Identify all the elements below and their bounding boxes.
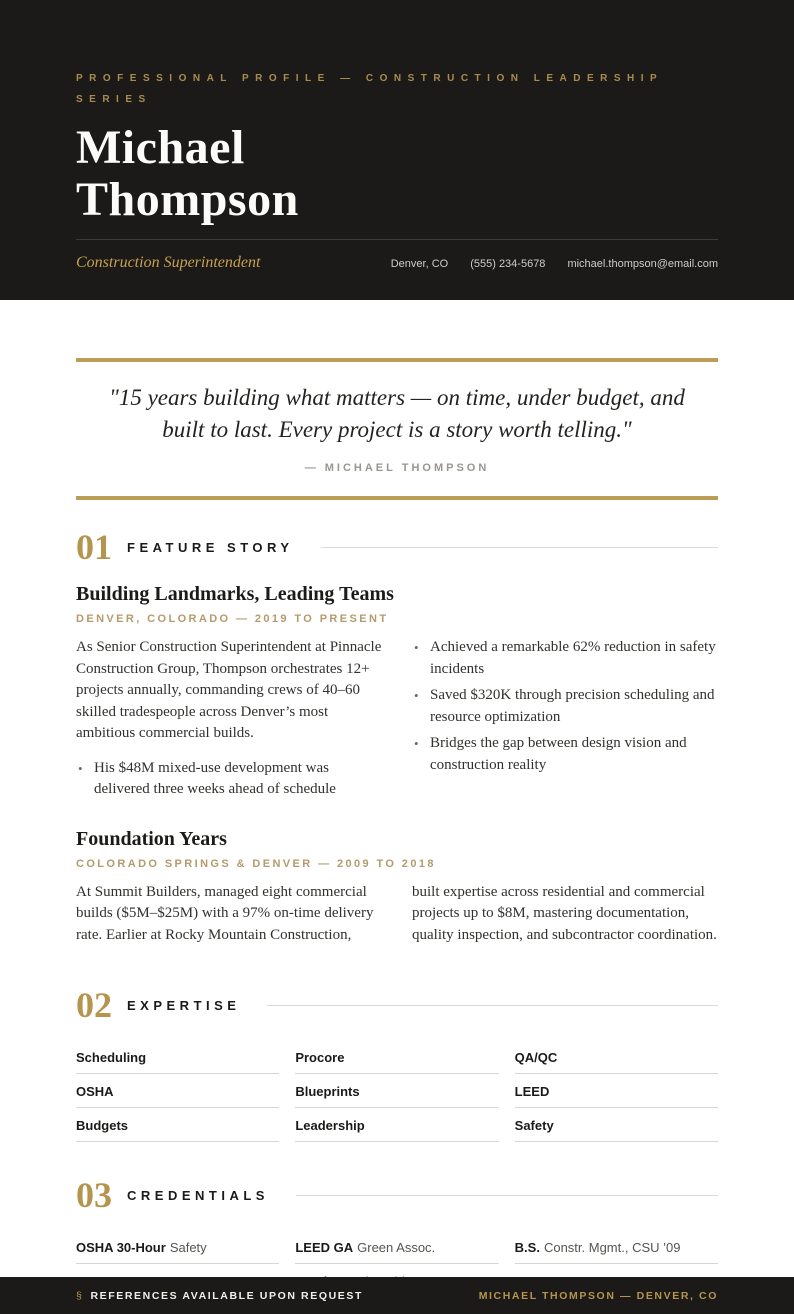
- footer-name-location: MICHAEL THOMPSON — DENVER, CO: [478, 1289, 718, 1302]
- skill-item: LEED: [515, 1084, 718, 1108]
- article-headline: Building Landmarks, Leading Teams: [76, 583, 394, 605]
- section-number: 03: [76, 1175, 112, 1215]
- bullet-item: • Bridges the gap between design vision and construction reality: [412, 733, 718, 776]
- article-bullet-list: [412, 637, 718, 776]
- masthead-info-row: [76, 254, 718, 272]
- masthead: [0, 0, 794, 300]
- credential-title: B.S.: [514, 1240, 540, 1255]
- section-number: 02: [76, 985, 112, 1025]
- skill-item: Blueprints: [295, 1084, 498, 1108]
- article-foundation-years: [76, 827, 718, 947]
- credential-detail: Safety: [169, 1240, 207, 1255]
- bullet-item: • Saved $320K through precision scheduling and resource optimization: [412, 685, 718, 728]
- person-name: [76, 122, 718, 226]
- person-name-first: Michael: [76, 121, 245, 174]
- contact-location: Denver, CO: [390, 258, 449, 270]
- contact-list: [391, 258, 718, 270]
- credential-detail: Constr. Mgmt., CSU ’09: [543, 1240, 681, 1255]
- article-paragraph: At Summit Builders, managed eight commercial builds ($5M–$25M) with a 97% on-time delivery rate. Earlier at Rocky Mountain Construction, built expertise across residential and commercial projects up to $8M, mastering documentation, quality inspection, and subcontractor coordination.: [76, 883, 717, 943]
- series-kicker: PROFESSIONAL PROFILE — CONSTRUCTION LEADERSHIP SERIES: [76, 73, 663, 105]
- section-mark-icon: §: [76, 1289, 84, 1302]
- credential-item: [295, 1240, 498, 1264]
- skill-item: OSHA: [76, 1084, 279, 1108]
- section-label: CREDENTIALS: [127, 1187, 269, 1203]
- article-subhead: DENVER, COLORADO — 2019 TO PRESENT: [76, 613, 389, 625]
- skill-item: Leadership: [295, 1118, 498, 1142]
- credential-item: [515, 1240, 718, 1264]
- section-rule: [321, 547, 718, 548]
- article-columns: [76, 637, 718, 801]
- skill-item: Procore: [295, 1050, 498, 1074]
- skill-item: QA/QC: [515, 1050, 718, 1074]
- article-subhead: COLORADO SPRINGS & DENVER — 2009 TO 2018: [76, 857, 436, 870]
- section-rule: [296, 1195, 718, 1196]
- credential-title: LEED GA: [295, 1240, 354, 1255]
- article-column-right: [412, 637, 718, 801]
- article-paragraph: As Senior Construction Superintendent at Pinnacle Construction Group, Thompson orchestrates 12+ projects annually, commanding crews of 40–60 skilled tradespeople across Denver’s most ambitious commercial builds.: [76, 639, 382, 741]
- section-header-credentials: [76, 1176, 718, 1214]
- contact-email: michael.thompson@email.com: [567, 258, 718, 270]
- section-label: FEATURE STORY: [127, 539, 294, 555]
- contact-phone: (555) 234-5678: [470, 258, 546, 270]
- article-building-landmarks: [76, 582, 718, 801]
- pull-quote-attribution: — MICHAEL THOMPSON: [304, 462, 490, 474]
- person-name-last: Thompson: [76, 173, 299, 226]
- resume-body: [0, 358, 794, 1298]
- role-title: Construction Superintendent: [76, 254, 261, 271]
- article-bullet-list: [76, 758, 382, 801]
- pull-quote: [97, 382, 697, 474]
- skills-grid: [76, 1050, 718, 1142]
- section-label: EXPERTISE: [127, 997, 241, 1013]
- section-header-expertise: [76, 986, 718, 1024]
- pull-quote-text: "15 years building what matters — on time, under budget, and built to last. Every project is a story worth telling.": [109, 385, 685, 442]
- credential-detail: Green Assoc.: [357, 1240, 436, 1255]
- gold-rule-top: [76, 358, 718, 362]
- footer-bar: [0, 1277, 794, 1314]
- skill-item: Scheduling: [76, 1050, 279, 1074]
- section-rule: [267, 1005, 718, 1006]
- skill-item: Budgets: [76, 1118, 279, 1142]
- bullet-item: • His $48M mixed-use development was delivered three weeks ahead of schedule: [76, 758, 382, 801]
- skill-item: Safety: [515, 1118, 718, 1142]
- gold-rule-bottom: [76, 496, 718, 500]
- masthead-divider: [76, 239, 718, 240]
- section-header-feature-story: [76, 528, 718, 566]
- credential-item: [76, 1240, 279, 1264]
- section-number: 01: [76, 527, 112, 567]
- article-column-left: [76, 637, 382, 801]
- footer-references: [76, 1290, 363, 1302]
- article-headline: Foundation Years: [76, 827, 227, 850]
- credential-title: OSHA 30-Hour: [76, 1240, 166, 1255]
- footer-references-text: REFERENCES AVAILABLE UPON REQUEST: [90, 1289, 363, 1302]
- bullet-item: • Achieved a remarkable 62% reduction in safety incidents: [412, 637, 718, 680]
